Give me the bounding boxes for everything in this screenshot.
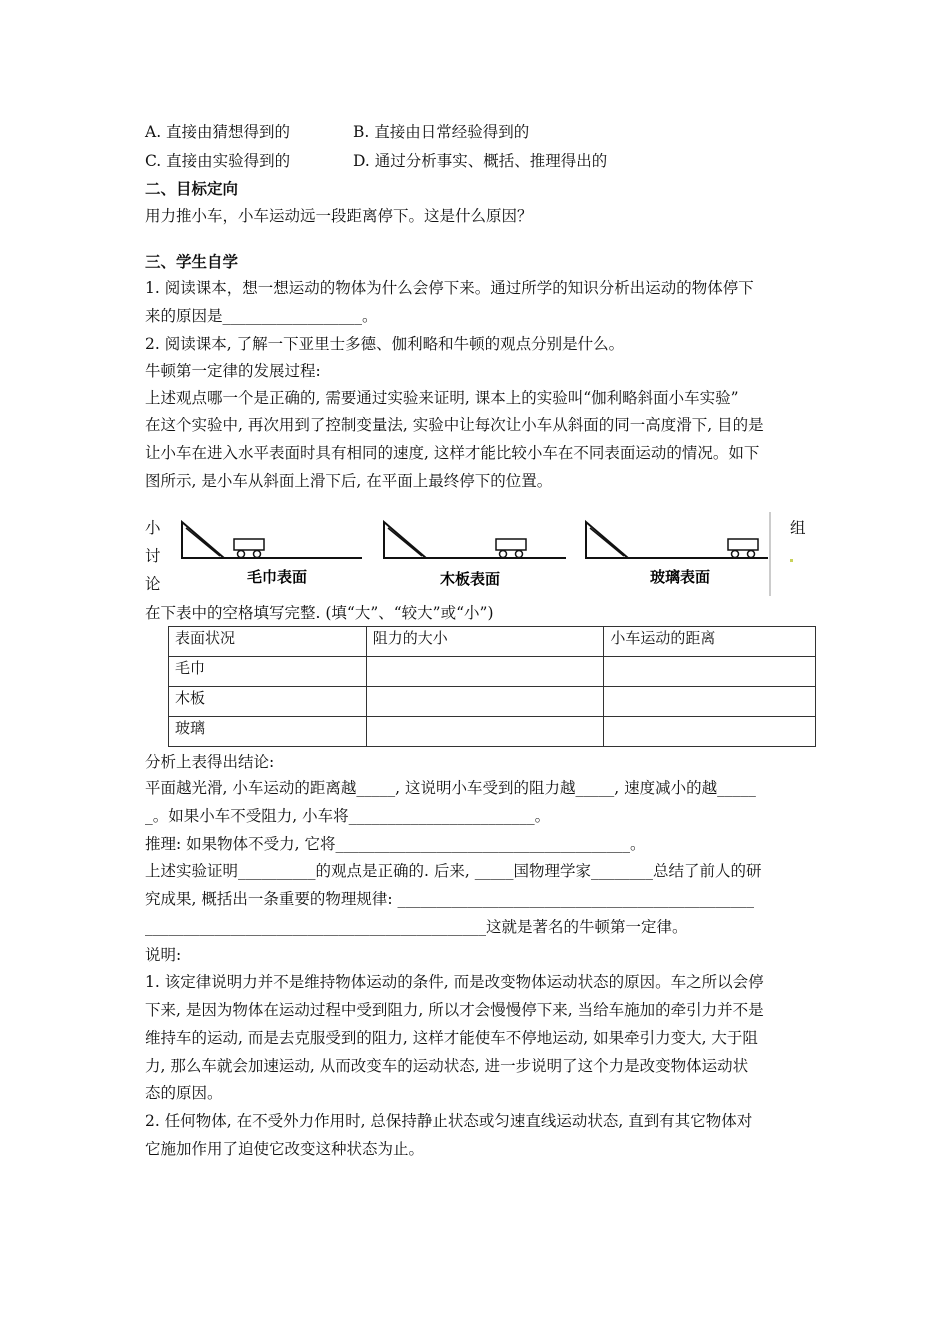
note-1-line-2: 下来, 是因为物体在运动过程中受到阻力, 所以才会慢慢停下来, 当给车施加的牵引力并不是	[145, 1001, 764, 1019]
group-label-right: 组	[790, 519, 806, 537]
table-instruction: 在下表中的空格填写完整. (填“大”、“较大”或“小”)	[145, 604, 494, 622]
q2-line: 2. 阅读课本, 了解一下亚里士多德、伽利略和牛顿的观点分别是什么。	[145, 335, 625, 353]
notes-heading: 说明:	[145, 946, 182, 964]
table-cell[interactable]	[366, 657, 604, 687]
note-1-line-1: 1. 该定律说明力并不是维持物体运动的条件, 而是改变物体运动状态的原因。车之所以会停	[145, 973, 764, 991]
table-row	[169, 717, 816, 747]
analysis-line-7: ____________________________________________这就是著名的牛顿第一定律。	[145, 918, 688, 936]
analysis-heading: 分析上表得出结论:	[145, 753, 275, 771]
table-cell: 玻璃	[169, 717, 367, 747]
section-2-heading: 二、目标定向	[145, 180, 239, 198]
wood-surface-panel	[384, 522, 566, 558]
note-1-line-3: 维持车的运动, 而是去克服受到的阻力, 这样才能使车不停地运动, 如果牵引力变大, 大于阻	[145, 1029, 758, 1047]
table-header-cell: 表面状况	[169, 627, 367, 657]
table-cell[interactable]	[366, 717, 604, 747]
table-header-cell: 阻力的大小	[366, 627, 604, 657]
development-heading: 牛顿第一定律的发展过程:	[145, 362, 321, 380]
option-a: A. 直接由猜想得到的	[145, 123, 291, 141]
section-2-text: 用力推小车，小车运动远一段距离停下。这是什么原因？	[145, 207, 533, 225]
table-row	[169, 657, 816, 687]
note-2-line-1: 2. 任何物体, 在不受外力作用时, 总保持静止状态或匀速直线运动状态, 直到有其它物体对	[145, 1112, 753, 1130]
paragraph-line-3: 让小车在进入水平表面时具有相同的速度, 这样才能比较小车在不同表面运动的情况。如下	[145, 444, 760, 462]
paragraph-line-1: 上述观点哪一个是正确的, 需要通过实验来证明, 课本上的实验叫“伽利略斜面小车实验”	[145, 389, 739, 407]
reasoning-line: 推理: 如果物体不受力, 它将______________________________________。	[145, 835, 646, 853]
results-table	[168, 626, 816, 747]
glass-surface-label: 玻璃表面	[650, 568, 711, 586]
incline-experiment-figure	[172, 512, 772, 596]
table-cell[interactable]	[366, 687, 604, 717]
table-cell: 毛巾	[169, 657, 367, 687]
analysis-line-6: 究成果, 概括出一条重要的物理规律: ______________________________________________	[145, 890, 755, 908]
table-cell[interactable]	[604, 687, 816, 717]
paragraph-line-2: 在这个实验中, 再次用到了控制变量法, 实验中让每次让小车从斜面的同一高度滑下, 目的是	[145, 416, 764, 434]
table-cell[interactable]	[604, 717, 816, 747]
wood-surface-label: 木板表面	[440, 570, 501, 588]
paragraph-line-4: 图所示, 是小车从斜面上滑下后, 在平面上最终停下的位置。	[145, 472, 553, 490]
table-row	[169, 687, 816, 717]
q1-line-2: 来的原因是__________________。	[145, 307, 378, 325]
group-label-left-3: 论	[145, 575, 161, 593]
towel-surface-label: 毛巾表面	[247, 568, 308, 586]
group-label-left-1: 小	[145, 519, 161, 537]
stray-mark	[790, 559, 793, 562]
table-header-cell: 小车运动的距离	[604, 627, 816, 657]
note-1-line-4: 力, 那么车就会加速运动, 从而改变车的运动状态, 进一步说明了这个力是改变物体运动状	[145, 1057, 749, 1075]
analysis-line-2: 平面越光滑, 小车运动的距离越_____, 这说明小车受到的阻力越_____, 速度减小的越_____	[145, 779, 756, 797]
note-2-line-2: 它施加作用了迫使它改变这种状态为止。	[145, 1140, 425, 1158]
q1-line-1: 1. 阅读课本，想一想运动的物体为什么会停下来。通过所学的知识分析出运动的物体停下	[145, 279, 754, 297]
table-header-row	[169, 627, 816, 657]
analysis-line-5: 上述实验证明__________的观点是正确的. 后来, _____国物理学家________总结了前人的研	[145, 862, 762, 880]
note-1-line-5: 态的原因。	[145, 1084, 223, 1102]
table-cell[interactable]	[604, 657, 816, 687]
option-d: D. 通过分析事实、概括、推理得出的	[353, 152, 608, 170]
incline-figure-svg	[172, 512, 772, 596]
option-b: B. 直接由日常经验得到的	[353, 123, 530, 141]
glass-surface-panel	[586, 522, 768, 558]
analysis-line-3: _。如果小车不受阻力, 小车将________________________。	[145, 807, 551, 825]
option-c: C. 直接由实验得到的	[145, 152, 291, 170]
group-label-left-2: 讨	[145, 547, 161, 565]
section-3-heading: 三、学生自学	[145, 253, 239, 271]
table-cell: 木板	[169, 687, 367, 717]
towel-surface-panel	[182, 522, 362, 558]
